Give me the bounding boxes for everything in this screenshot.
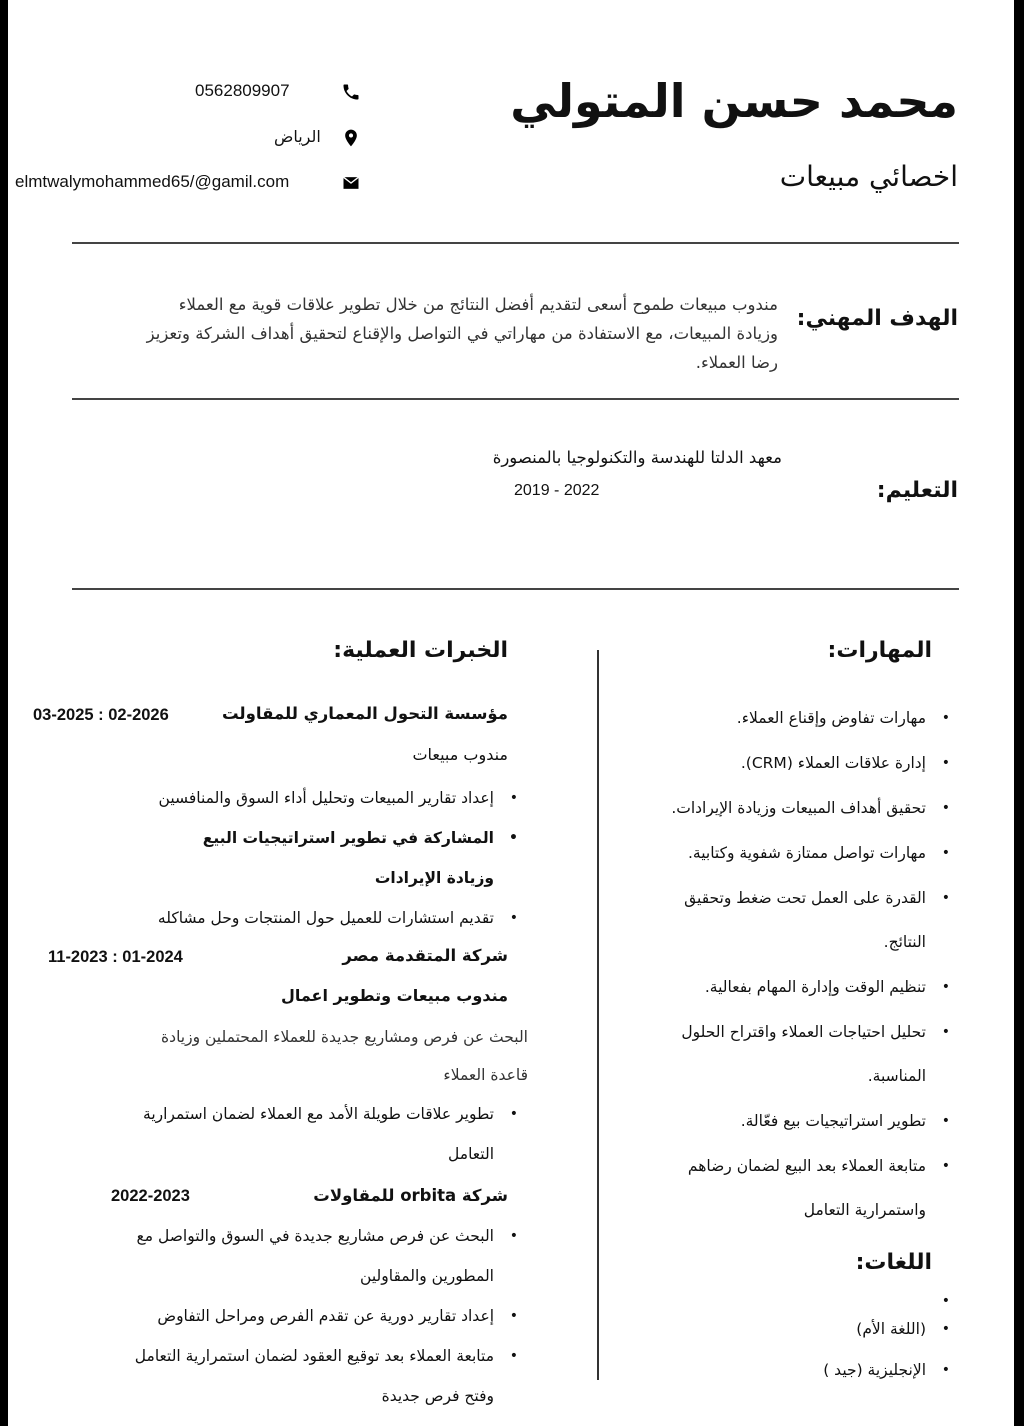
list-item: • تحقيق أهداف المبيعات وزيادة الإيرادات.: [671, 799, 950, 817]
list-item: • تقديم استشارات للعميل حول المنتجات وحل مشاكله: [157, 909, 518, 927]
list-item: •: [941, 1293, 950, 1309]
job-bullets: [104, 1216, 518, 1416]
job-bullets: [94, 778, 518, 938]
list-item: • إعداد تقارير دورية عن تقدم الفرص ومراحل التفاوض: [157, 1307, 518, 1325]
job-company: مؤسسة التحول المعماري للمقاولت: [221, 704, 508, 723]
list-item: • مهارات تفاوض وإقناع العملاء.: [736, 709, 950, 727]
education-school: معهد الدلتا للهندسة والتكنولوجيا بالمنصورة: [492, 448, 782, 467]
list-item: • (اللغة الأم): [856, 1320, 950, 1338]
location-pin-icon: [341, 128, 361, 148]
job-company: شركة المتقدمة مصر: [342, 946, 508, 965]
list-item: • البحث عن فرص مشاريع جديدة في السوق والتواصل مع المطورين والمقاولين: [136, 1227, 518, 1285]
list-item: • المشاركة في تطوير استراتيجيات البيع وزيادة الإيرادات: [202, 829, 518, 887]
list-item: • تنظيم الوقت وإدارة المهام بفعالية.: [704, 978, 950, 996]
divider: [72, 588, 959, 590]
location-text: الرياض: [274, 127, 321, 146]
list-item: • مهارات تواصل ممتازة شفوية وكتابية.: [687, 844, 950, 862]
job-date: 03-2025 : 02-2026: [33, 706, 169, 724]
divider: [72, 242, 959, 244]
education-heading: التعليم:: [876, 478, 958, 503]
objective-text: مندوب مبيعات طموح أسعى لتقديم أفضل النتائج من خلال تطوير علاقات قوية مع العملاء وزيادة المبيعات، مع الاستفادة من مهاراتي في التواصل والإقناع لتحقيق أهداف الشركة وتعزيز رضا العملاء.: [146, 295, 778, 372]
list-item: • تطوير استراتيجيات بيع فعّالة.: [740, 1112, 950, 1130]
divider: [72, 398, 959, 400]
job-bullets: [114, 1094, 518, 1174]
envelope-icon: [341, 173, 361, 193]
page-border-left: [0, 0, 8, 1426]
page-border-right: [1014, 0, 1024, 1426]
list-item: • متابعة العملاء بعد البيع لضمان رضاهم واستمرارية التعامل: [687, 1157, 950, 1219]
experience-heading: الخبرات العملية:: [333, 638, 508, 663]
candidate-name: محمد حسن المتولي: [510, 74, 958, 128]
objective-heading: الهدف المهني:: [796, 306, 958, 331]
job-role: مندوب مبيعات وتطوير اعمال: [280, 986, 508, 1005]
list-item: • تطوير علاقات طويلة الأمد مع العملاء لضمان استمرارية التعامل: [143, 1105, 518, 1163]
list-item: • إعداد تقارير المبيعات وتحليل أداء السوق والمنافسين: [158, 789, 518, 807]
job-title: اخصائي مبيعات: [779, 160, 958, 193]
job-paragraph: البحث عن فرص ومشاريع جديدة للعملاء المحتملين وزيادة قاعدة العملاء: [161, 1028, 528, 1084]
list-item: • إدارة علاقات العملاء (CRM).: [740, 754, 950, 772]
skills-heading: المهارات:: [827, 638, 932, 663]
job-date: 2022-2023: [111, 1187, 190, 1205]
languages-list: [726, 1290, 950, 1394]
list-item: • الإنجليزية (جيد ): [823, 1361, 950, 1379]
education-years: 2019 - 2022: [514, 482, 600, 499]
list-item: • متابعة العملاء بعد توقيع العقود لضمان استمرارية التعامل وفتح فرص جديدة: [134, 1347, 518, 1405]
phone-icon: [341, 82, 361, 102]
phone-number: 0562809907: [195, 81, 290, 100]
skills-list: [586, 696, 950, 1233]
list-item: • تحليل احتياجات العملاء واقتراح الحلول المناسبة.: [681, 1023, 950, 1085]
job-role: مندوب مبيعات: [412, 745, 508, 764]
job-company: شركة orbita للمقاولات: [313, 1186, 508, 1205]
list-item: • القدرة على العمل تحت ضغط وتحقيق النتائج.: [684, 889, 950, 951]
job-date: 11-2023 : 01-2024: [48, 948, 183, 966]
email-address: elmtwalymohammed65/@gamil.com: [15, 172, 290, 191]
languages-heading: اللغات:: [855, 1250, 932, 1275]
